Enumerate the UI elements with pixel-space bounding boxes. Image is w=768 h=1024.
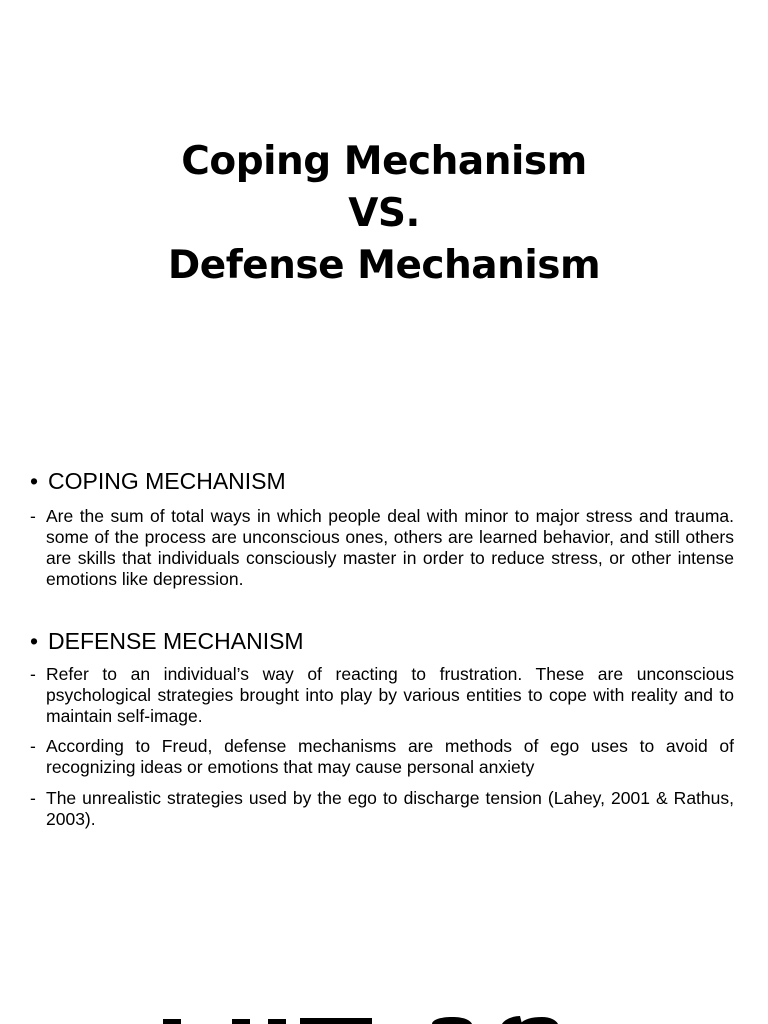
section-heading-coping <box>30 466 286 496</box>
slide-title-page <box>0 0 768 440</box>
list-item <box>30 736 734 778</box>
list-item <box>30 664 734 727</box>
section-heading-text: COPING MECHANISM <box>48 468 286 494</box>
bullet-icon: • <box>30 628 39 654</box>
list-item-text: According to Freud, defense mechanisms are methods of ego uses to avoid of recognizing ideas or emotions that may cause personal anxiety <box>46 736 734 777</box>
title-line-1: Coping Mechanism <box>181 139 587 184</box>
dash-marker: - <box>30 664 36 684</box>
title-line-2: VS. <box>348 191 420 236</box>
dash-marker: - <box>30 788 36 808</box>
list-item-text: The unrealistic strategies used by the ego to discharge tension (Lahey, 2001 & Rathus, 2003). <box>46 788 734 829</box>
page-title <box>0 136 768 292</box>
dash-marker: - <box>30 506 36 526</box>
slide-next-partial <box>0 1000 768 1024</box>
slide-definitions <box>0 440 768 860</box>
cropped-heading-glyphs <box>0 1000 768 1024</box>
dash-marker: - <box>30 736 36 756</box>
list-item-text: Are the sum of total ways in which people deal with minor to major stress and trauma. some of the process are unconscious ones, others are learned behavior, and still others are skills that individuals consciously master in order to reduce stress, or other intense emotions like depression. <box>46 506 734 589</box>
bullet-icon: • <box>30 468 39 494</box>
section-heading-defense <box>30 626 304 656</box>
list-item <box>30 506 734 590</box>
list-item <box>30 788 734 830</box>
list-item-text: Refer to an individual’s way of reacting to frustration. These are unconscious psychological strategies brought into play by various entities to cope with reality and to maintain self-image. <box>46 664 734 726</box>
title-line-3: Defense Mechanism <box>167 243 601 288</box>
section-heading-text: DEFENSE MECHANISM <box>48 628 304 654</box>
